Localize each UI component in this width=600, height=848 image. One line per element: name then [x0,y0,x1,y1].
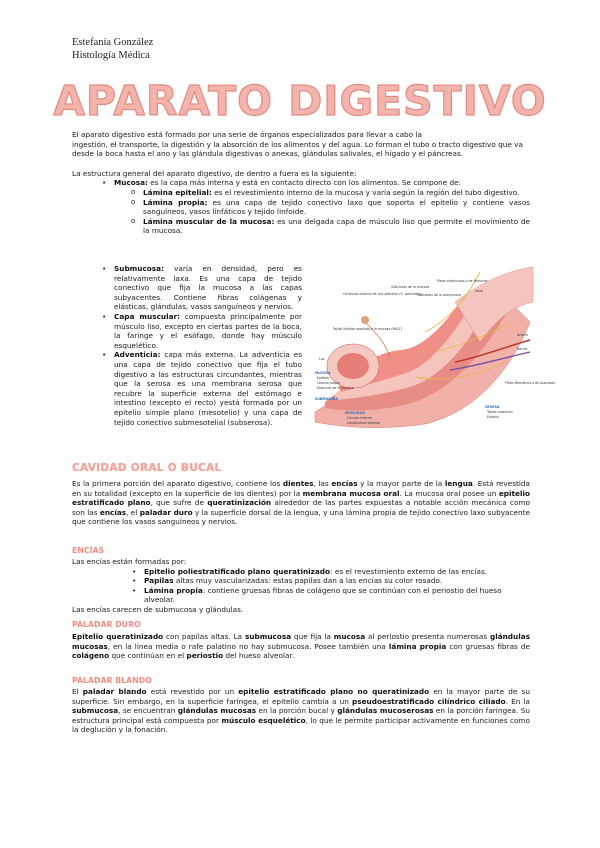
fig-label-epitelio-serosa: Epitelio [487,415,499,419]
text-run: y la superficie dorsal de la lengua, y una lámina propia de tejido conectivo laxo subyacente que contiene los vasos sanguíneos y nervios. [72,507,530,527]
encias-list [72,567,530,605]
page-title: APARATO DIGESTIVO [53,77,547,125]
definition: es el revestimiento interno de la mucosa y varía según la región del tubo digestivo. [211,187,520,197]
list-item [72,350,302,427]
gland [361,316,369,324]
bold-term: paladar duro [139,507,193,517]
author-block [72,36,153,62]
definition: es una capa de tejido conectivo laxo que soporta el epitelio y contiene vasos sanguíneos, vasos linfáticos y tejido linfoide. [143,197,530,217]
bold-term: membrana mucosa oral [302,488,400,498]
definition: : es el revestimiento externo de las encías. [330,566,488,576]
encias-tail: Las encías carecen de submucosa y glándulas. [72,604,244,614]
bold-term: paladar blando [82,687,147,696]
blando-paragraph [72,687,530,735]
term: Lámina epitelial: [143,187,212,197]
list-item [72,312,302,350]
section-heading-encias: ENCÍAS [72,546,105,555]
bold-term: dientes [282,479,314,488]
text-run: con papilas altas. La [163,632,245,641]
fig-label-muscular-mucosa: Muscular de la mucosa [317,386,354,390]
text-run: que fija la [291,632,334,641]
rich-paragraph [72,687,530,735]
text-run: , que sufre de [150,498,208,508]
bold-term: músculo esquelético [221,715,306,725]
bold-term: mucosa [333,632,366,641]
course-name: Histología Médica [72,50,150,61]
text-run: , el [126,507,140,517]
definition: compuesta principalmente por músculo liso, excepto en ciertas partes de la boca, la faringe y el esófago, donde hay músculo esquelético. [114,311,302,350]
bold-term: lengua [444,479,473,488]
term: Lámina propia [144,585,203,595]
list-item [72,188,530,198]
fig-label-muscular: MUSCULAR [345,411,365,415]
definition: altas muy vascularizadas: estas papilas dan a las encías su color rosado. [173,576,443,586]
intro-section [72,130,530,236]
fig-label-longitudinal: Longitudinal externa [347,421,380,425]
list-item [72,178,530,188]
term: Submucosa: [114,264,164,273]
text-run: , en la línea media o rafe palatino no hay submucosa. Posee también una [107,641,389,651]
fig-label-circular: Circular interna [347,416,372,420]
term: Adventicia: [114,350,161,360]
text-run: está revestido por un [146,687,239,696]
definition: : contiene gruesas fibras de colágeno que se continúan con el periostio del hueso alveolar. [144,585,502,605]
fig-label-luz: Luz [319,357,325,361]
definition: varía en densidad, pero es relativamente laxa. Es una capa de tejido conectivo que fija la mucosa a las capas subyacentes. Contiene fibras colágenas y elásticas, glándulas, vasos sanguíneos y nervios. [114,264,302,312]
term: Capa muscular: [114,311,181,321]
bold-term: lámina propia [388,641,447,651]
fig-label-plexo-submucoso: Plexo submucoso o de Meissner [437,279,488,283]
section-heading-cavidad: CAVIDAD ORAL O BUCAL [72,462,222,474]
bold-term: Epitelio queratinizado [72,632,164,641]
fig-label-arteria: Arteria [517,333,528,337]
bold-term: queratinización [207,498,272,508]
fig-label-tejido-linfoide: Tejido linfoide asociado a la mucosa (MALT) [333,327,402,331]
fig-label-mucosa: MUCOSA [315,371,331,375]
text-run: , las [313,479,332,488]
fig-label-serosa: SEROSA [485,405,500,409]
duro-paragraph [72,632,530,661]
text-run: Es la primera porción del aparato digestivo, contiene los [72,479,283,488]
fig-label-lamina-propia: Lámina propia [317,381,340,385]
text-run: , lo que le permite participar activamente en funciones como la deglución y la fonación. [72,715,530,735]
fig-label-glandulas-mucosa: Glándulas de la mucosa [391,285,430,289]
fig-label-tejido-conectivo: Tejido conectivo [487,410,513,414]
fig-label-nervio: Nervio [517,347,528,351]
term: Mucosa: [114,178,148,188]
text-run: en la porción bucal y [256,706,338,716]
text-run: en la porción faríngea. Su estructura principal está compuesta por [72,706,530,725]
term: Epitelio poliestratificado plano queratinizado [144,566,331,576]
bold-term: encías [99,507,127,517]
mucosa-sublist [72,188,530,236]
term: Papilas [144,576,174,586]
bold-term: submucosa [72,706,119,716]
fig-label-vena: Vena [475,289,483,293]
list-item [72,567,530,577]
list-item [72,198,530,217]
encias-lead: Las encías están formadas por: [72,557,187,566]
bold-term: glándulas mucosas [72,632,530,651]
bold-term: periostio [186,651,224,661]
bold-term: glándulas mucosas [177,706,257,716]
fig-label-submucosa: SUBMUCOSA [315,397,338,401]
definition: capa más externa. La adventicia es una capa de tejido conectivo que fija el tubo digestivo a las estructuras circundantes, mientras que la serosa es una membrana serosa que recubre la superficie externa del estómago e intestino (excepto el recto) yestá formada por un epitelio simple plano (mesotelio) y una capa de tejido conectivo submesotelial (subserosa). [114,350,302,427]
text-run: . La mucosa oral posee un [399,488,499,498]
intro-paragraph: ingestión, el transporte, la digestión y la absorción de los alimentos y del agua. Lo forman el tubo o tracto digestivo que va desde la boca hasta el ano y las glándula digestivas o anexas, glándulas salivales, el hígado y el páncreas. [72,139,523,159]
list-item [72,217,530,236]
text-run: . En la [505,696,530,706]
section-heading-paladar-duro: PALADAR DURO [72,620,141,629]
text-run: , se encuentran [118,706,178,716]
encias-section [72,557,530,615]
cavidad-paragraph [72,479,530,527]
term: Lámina muscular de la mucosa: [143,216,275,226]
rich-paragraph [72,632,530,661]
bold-term: pseudoestratificado cilíndrico ciliado [352,696,506,706]
text-run: en la mayor parte de su superficie. Sin embargo, en la superficie faríngea, el epitelio cambia a un [72,687,530,706]
text-run: del hueso alveolar. [223,651,295,661]
bold-term: epitelio estratificado plano [72,488,530,508]
text-run: y la mayor parte de la [357,479,445,488]
definition: es una delgada capa de músculo liso que permite el movimiento de la mucosa. [143,216,530,236]
fig-label-epitelio: Epitelio [317,376,329,380]
list-item [72,576,530,586]
bold-term: submucosa [244,632,292,641]
digestive-wall-illustration [305,262,556,430]
bold-term: encías [331,479,358,488]
text-run: El [72,687,83,696]
bold-term: epitelio estratificado plano no queratinizado [238,687,430,696]
text-run: al periostio presenta numerosas [365,632,490,641]
author-name: Estefanía González [72,37,154,48]
layers-column [72,264,302,427]
lumen-inner [337,353,369,379]
list-item [72,586,530,605]
bold-term: glándulas mucoserosas [337,706,434,716]
fig-label-glandulas-submucosa: Glándulas de la submucosa [417,293,461,297]
term: Lámina propia: [143,197,208,207]
definition: es la capa más interna y está en contacto directo con los alimentos. Se compone de: [147,178,462,188]
section-heading-paladar-blando: PALADAR BLANDO [72,676,152,685]
text-run: . Está revestida en su totalidad (excepto en la superficie de los dientes) por la [72,479,531,498]
structure-lead: La estructura general del aparato digestivo, de dentro a fuera es la siguiente: [72,168,357,178]
intro-line-1: El aparato digestivo está formado por una serie de órganos especializados para llevar a cabo la [72,130,422,139]
layer-list-2 [72,264,302,427]
layer-list [72,178,530,188]
fig-label-plexo-mienterico: Plexo Mientérico o de Auerbach [505,381,556,385]
text-run: alrededor de las partes expuestas a notable acción mecánica como son las [72,498,530,517]
text-run: con gruesas fibras de [446,641,531,651]
list-item [72,264,302,312]
fig-label-conducto: Conducto externo de una glándula (G. páncreas) [343,292,421,296]
rich-paragraph [72,479,530,527]
text-run: que continúan en el [109,651,187,661]
bold-term: colágeno [72,651,110,661]
